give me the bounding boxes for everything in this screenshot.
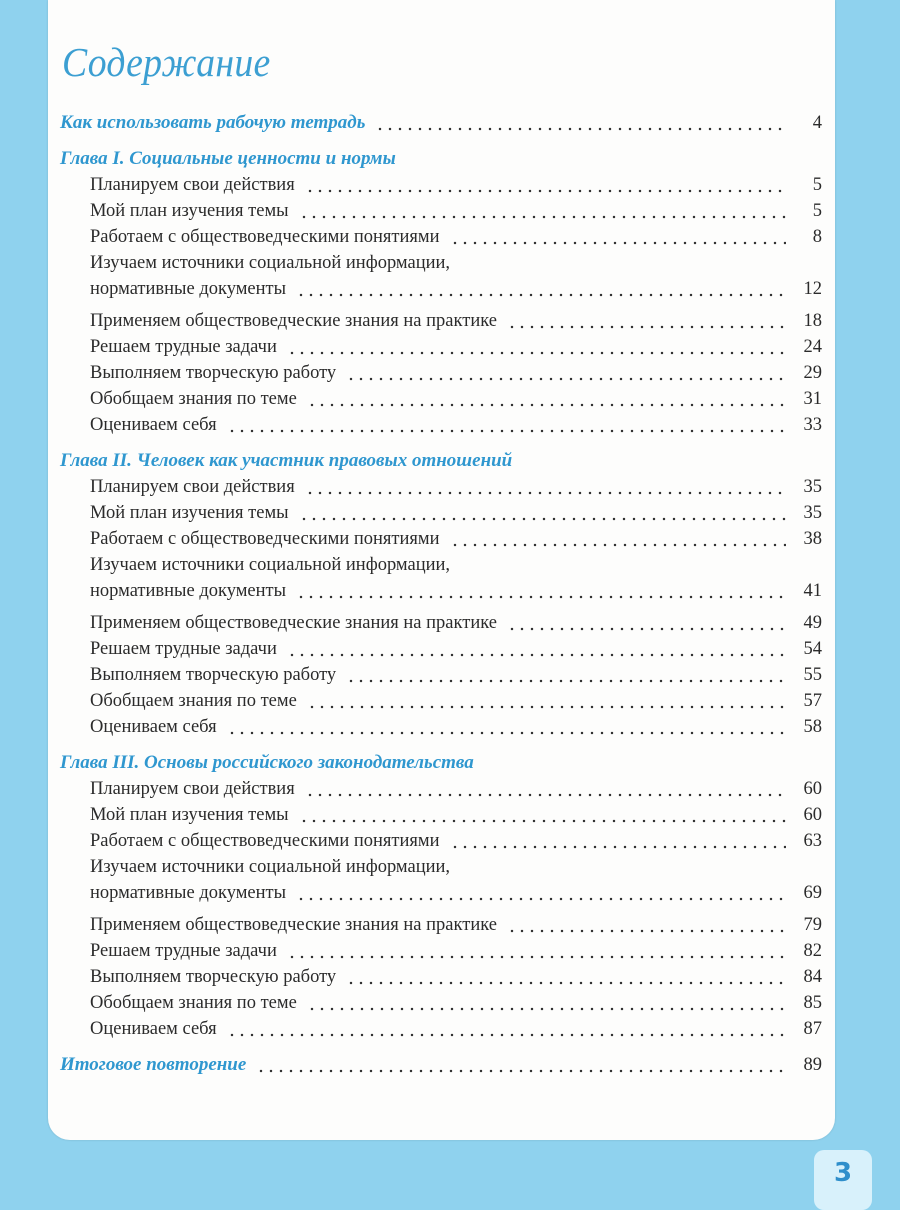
dot-leader (296, 595, 786, 599)
toc-entry-label: Оцениваем себя (90, 415, 217, 435)
dot-leader (507, 929, 786, 933)
dot-leader (287, 955, 786, 959)
toc-entry[interactable] (60, 964, 822, 990)
dot-leader (227, 731, 786, 735)
dot-leader (287, 351, 786, 355)
dot-leader (305, 793, 786, 797)
dot-leader (227, 429, 786, 433)
toc-entry[interactable] (60, 276, 822, 302)
toc-entry-page: 8 (812, 227, 822, 247)
toc-entry-label: Работаем с обществоведческими понятиями (90, 227, 440, 247)
toc-entry[interactable] (60, 610, 822, 636)
toc-entry-label: нормативные документы (90, 883, 287, 903)
toc-entry-label: Решаем трудные задачи (90, 639, 277, 659)
chapter-title: Глава II. Человек как участник правовых отношений (60, 450, 513, 471)
dot-leader (305, 189, 786, 193)
dot-leader (287, 653, 786, 657)
dot-leader (507, 325, 786, 329)
toc-entry-final[interactable] (60, 1052, 822, 1078)
toc-entry-intro[interactable] (60, 110, 822, 136)
dot-leader (450, 845, 786, 849)
toc-entry-page: 55 (803, 665, 822, 685)
toc-entry-page: 49 (803, 613, 822, 633)
toc-entry[interactable] (60, 828, 822, 854)
toc-entry-label: Мой план изучения темы (90, 805, 289, 825)
toc-entry-page: 84 (803, 967, 822, 987)
toc-entry-label: Решаем трудные задачи (90, 941, 277, 961)
toc-entry[interactable] (60, 412, 822, 438)
toc-entry-page: 89 (803, 1055, 822, 1075)
dot-leader (450, 543, 786, 547)
toc-entry-label: Применяем обществоведческие знания на практике (90, 311, 497, 331)
table-of-contents (60, 110, 822, 1078)
toc-entry-label: Работаем с обществоведческими понятиями (90, 831, 440, 851)
dot-leader (299, 215, 786, 219)
toc-entry[interactable] (60, 938, 822, 964)
toc-entry-page: 87 (803, 1019, 822, 1039)
toc-entry[interactable] (60, 198, 822, 224)
dot-leader (375, 127, 786, 131)
dot-leader (346, 679, 786, 683)
toc-entry-page: 31 (803, 389, 822, 409)
toc-entry-page: 12 (803, 279, 822, 299)
toc-entry-label: Выполняем творческую работу (90, 967, 337, 987)
toc-entry-page: 41 (803, 581, 822, 601)
toc-entry[interactable] (60, 990, 822, 1016)
chapter-heading[interactable] (60, 146, 822, 172)
toc-entry[interactable] (60, 526, 822, 552)
toc-entry-label-line1[interactable]: Изучаем источники социальной информации, (90, 857, 451, 877)
toc-entry-page: 69 (803, 883, 822, 903)
toc-entry-label: Выполняем творческую работу (90, 363, 337, 383)
dot-leader (227, 1033, 786, 1037)
chapter-title: Глава I. Социальные ценности и нормы (60, 148, 396, 169)
toc-entry-page: 63 (803, 831, 822, 851)
chapter-heading[interactable] (60, 448, 822, 474)
toc-entry-label: Работаем с обществоведческими понятиями (90, 529, 440, 549)
toc-entry-page: 33 (803, 415, 822, 435)
dot-leader (346, 377, 786, 381)
toc-entry[interactable] (60, 224, 822, 250)
dot-leader (256, 1069, 786, 1073)
toc-entry[interactable] (60, 880, 822, 906)
page-number: 3 (833, 1158, 853, 1188)
dot-leader (305, 491, 786, 495)
toc-entry-label: Решаем трудные задачи (90, 337, 277, 357)
toc-entry[interactable] (60, 386, 822, 412)
dot-leader (346, 981, 786, 985)
toc-entry-page: 5 (812, 201, 822, 221)
toc-entry[interactable] (60, 578, 822, 604)
toc-entry[interactable] (60, 714, 822, 740)
toc-entry-label: Оцениваем себя (90, 1019, 217, 1039)
toc-entry-page: 35 (803, 477, 822, 497)
toc-entry[interactable] (60, 500, 822, 526)
dot-leader (450, 241, 786, 245)
toc-entry-page: 79 (803, 915, 822, 935)
toc-page (48, 0, 835, 1140)
toc-entry-label: Выполняем творческую работу (90, 665, 337, 685)
toc-entry-label: Мой план изучения темы (90, 503, 289, 523)
toc-entry-page: 35 (803, 503, 822, 523)
dot-leader (507, 627, 786, 631)
toc-entry-page: 29 (803, 363, 822, 383)
toc-entry[interactable] (60, 474, 822, 500)
toc-entry-page: 58 (803, 717, 822, 737)
toc-entry-page: 82 (803, 941, 822, 961)
toc-entry-page: 60 (803, 779, 822, 799)
toc-entry[interactable] (60, 308, 822, 334)
chapter-heading[interactable] (60, 750, 822, 776)
toc-entry-label: Планируем свои действия (90, 779, 295, 799)
toc-entry[interactable] (60, 688, 822, 714)
page-title: Содержание (62, 39, 271, 85)
toc-entry-label: Итоговое повторение (60, 1054, 247, 1075)
toc-entry[interactable] (60, 912, 822, 938)
toc-entry[interactable] (60, 662, 822, 688)
dot-leader (307, 403, 786, 407)
toc-entry-label: Обобщаем знания по теме (90, 993, 297, 1013)
toc-entry[interactable] (60, 802, 822, 828)
toc-entry-label-line1[interactable]: Изучаем источники социальной информации, (90, 555, 451, 575)
toc-entry-label: нормативные документы (90, 279, 287, 299)
toc-entry-label-line1[interactable]: Изучаем источники социальной информации, (90, 253, 451, 273)
toc-entry-label: Применяем обществоведческие знания на практике (90, 915, 497, 935)
toc-entry-page: 57 (803, 691, 822, 711)
toc-entry-label: нормативные документы (90, 581, 287, 601)
toc-entry-label: Оцениваем себя (90, 717, 217, 737)
toc-entry-page: 5 (812, 175, 822, 195)
toc-entry-page: 54 (803, 639, 822, 659)
dot-leader (296, 293, 786, 297)
toc-entry-label: Как использовать рабочую тетрадь (60, 112, 366, 133)
toc-entry[interactable] (60, 172, 822, 198)
toc-entry-page: 60 (803, 805, 822, 825)
toc-entry[interactable] (60, 1016, 822, 1042)
toc-entry-page: 24 (803, 337, 822, 357)
toc-entry-label: Обобщаем знания по теме (90, 389, 297, 409)
page-number-badge (814, 1150, 872, 1210)
toc-entry[interactable] (60, 636, 822, 662)
toc-entry[interactable] (60, 360, 822, 386)
chapter-title: Глава III. Основы российского законодательства (60, 752, 474, 773)
toc-entry-label: Обобщаем знания по теме (90, 691, 297, 711)
dot-leader (299, 819, 786, 823)
toc-entry-page: 85 (803, 993, 822, 1013)
toc-entry[interactable] (60, 334, 822, 360)
toc-entry-label: Планируем свои действия (90, 175, 295, 195)
toc-entry[interactable] (60, 776, 822, 802)
toc-entry-page: 4 (812, 113, 822, 133)
dot-leader (299, 517, 786, 521)
toc-entry-label: Планируем свои действия (90, 477, 295, 497)
dot-leader (296, 897, 786, 901)
toc-entry-label: Применяем обществоведческие знания на практике (90, 613, 497, 633)
dot-leader (307, 1007, 786, 1011)
toc-entry-page: 18 (803, 311, 822, 331)
toc-entry-page: 38 (803, 529, 822, 549)
dot-leader (307, 705, 786, 709)
toc-entry-label: Мой план изучения темы (90, 201, 289, 221)
